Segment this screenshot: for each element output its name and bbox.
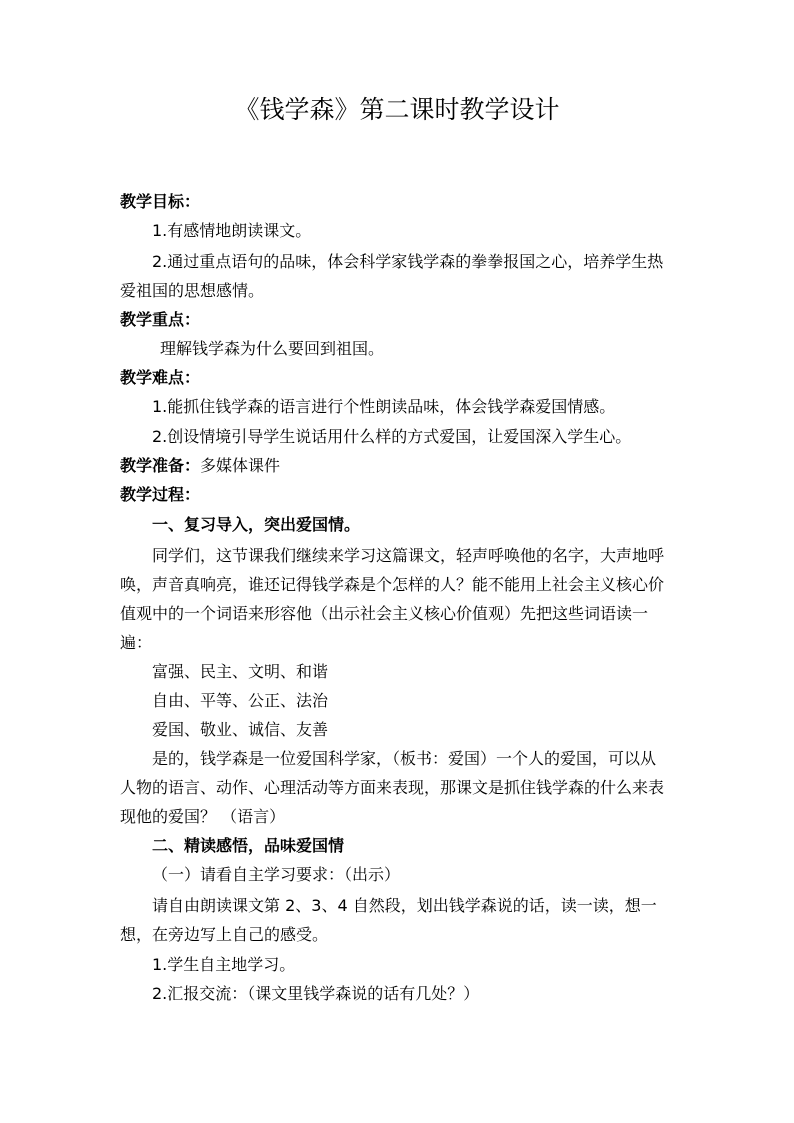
preparation-text: 多媒体课件 xyxy=(200,456,281,475)
section-1-paragraph-1-line-1: 同学们，这节课我们继续来学习这篇课文，轻声呼唤他的名字，大声地呼 xyxy=(152,546,665,565)
objective-item-1: 1.有感情地朗读课文。 xyxy=(152,221,312,240)
core-values-words-2: 自由、平等、公正、法治 xyxy=(152,691,329,710)
objective-item-2-line-1: 2.通过重点语句的品味，体会科学家钱学森的拳拳报国之心，培养学生热 xyxy=(152,252,664,271)
section-2-step-2: 2.汇报交流：（课文里钱学森说的话有几处？） xyxy=(152,984,480,1003)
key-point-text: 理解钱学森为什么要回到祖国。 xyxy=(160,339,385,358)
section-1-paragraph-1-line-2: 唤，声音真响亮，谁还记得钱学森是个怎样的人？能不能用上社会主义核心价 xyxy=(120,575,665,594)
difficulty-item-2: 2.创设情境引导学生说话用什么样的方式爱国，让爱国深入学生心。 xyxy=(152,427,632,446)
section-2-paragraph-line-1: 请自由朗读课文第 2、3、4 自然段，划出钱学森说的话，读一读，想一 xyxy=(152,896,657,915)
section-2-step-1: 1.学生自主地学习。 xyxy=(152,955,296,974)
section-2-heading: 二、精读感悟，品味爱国情 xyxy=(152,836,345,855)
objectives-heading: 教学目标： xyxy=(120,192,201,211)
section-1-paragraph-2-line-2: 人物的语言、动作、心理活动等方面来表现，那课文是抓住钱学森的什么来表 xyxy=(120,778,665,797)
core-values-words-3: 爱国、敬业、诚信、友善 xyxy=(152,720,329,739)
section-1-paragraph-1-line-4: 遍： xyxy=(120,633,153,652)
section-2-subheading: （一）请看自主学习要求：（出示） xyxy=(152,865,401,884)
section-1-paragraph-2-line-1: 是的，钱学森是一位爱国科学家，（板书：爱国）一个人的爱国，可以从 xyxy=(152,749,657,768)
section-2-paragraph-line-2: 想，在旁边写上自己的感受。 xyxy=(120,925,329,944)
difficulty-heading: 教学难点： xyxy=(120,368,201,387)
core-values-words-1: 富强、民主、文明、和谐 xyxy=(152,662,329,681)
preparation-line xyxy=(120,454,280,478)
process-heading: 教学过程： xyxy=(120,485,201,504)
document-title: 《钱学森》第二课时教学设计 xyxy=(234,95,560,124)
difficulty-item-1: 1.能抓住钱学森的语言进行个性朗读品味，体会钱学森爱国情感。 xyxy=(152,397,616,416)
key-point-heading: 教学重点： xyxy=(120,310,201,329)
section-1-paragraph-1-line-3: 值观中的一个词语来形容他（出示社会主义核心价值观）先把这些词语读一 xyxy=(120,604,649,623)
objective-item-2-line-2: 爱祖国的思想感情。 xyxy=(120,281,265,300)
section-1-heading: 一、复习导入，突出爱国情。 xyxy=(152,515,361,534)
section-1-paragraph-2-line-3: 现他的爱国？ （语言） xyxy=(120,807,286,826)
preparation-heading: 教学准备： xyxy=(120,456,201,475)
